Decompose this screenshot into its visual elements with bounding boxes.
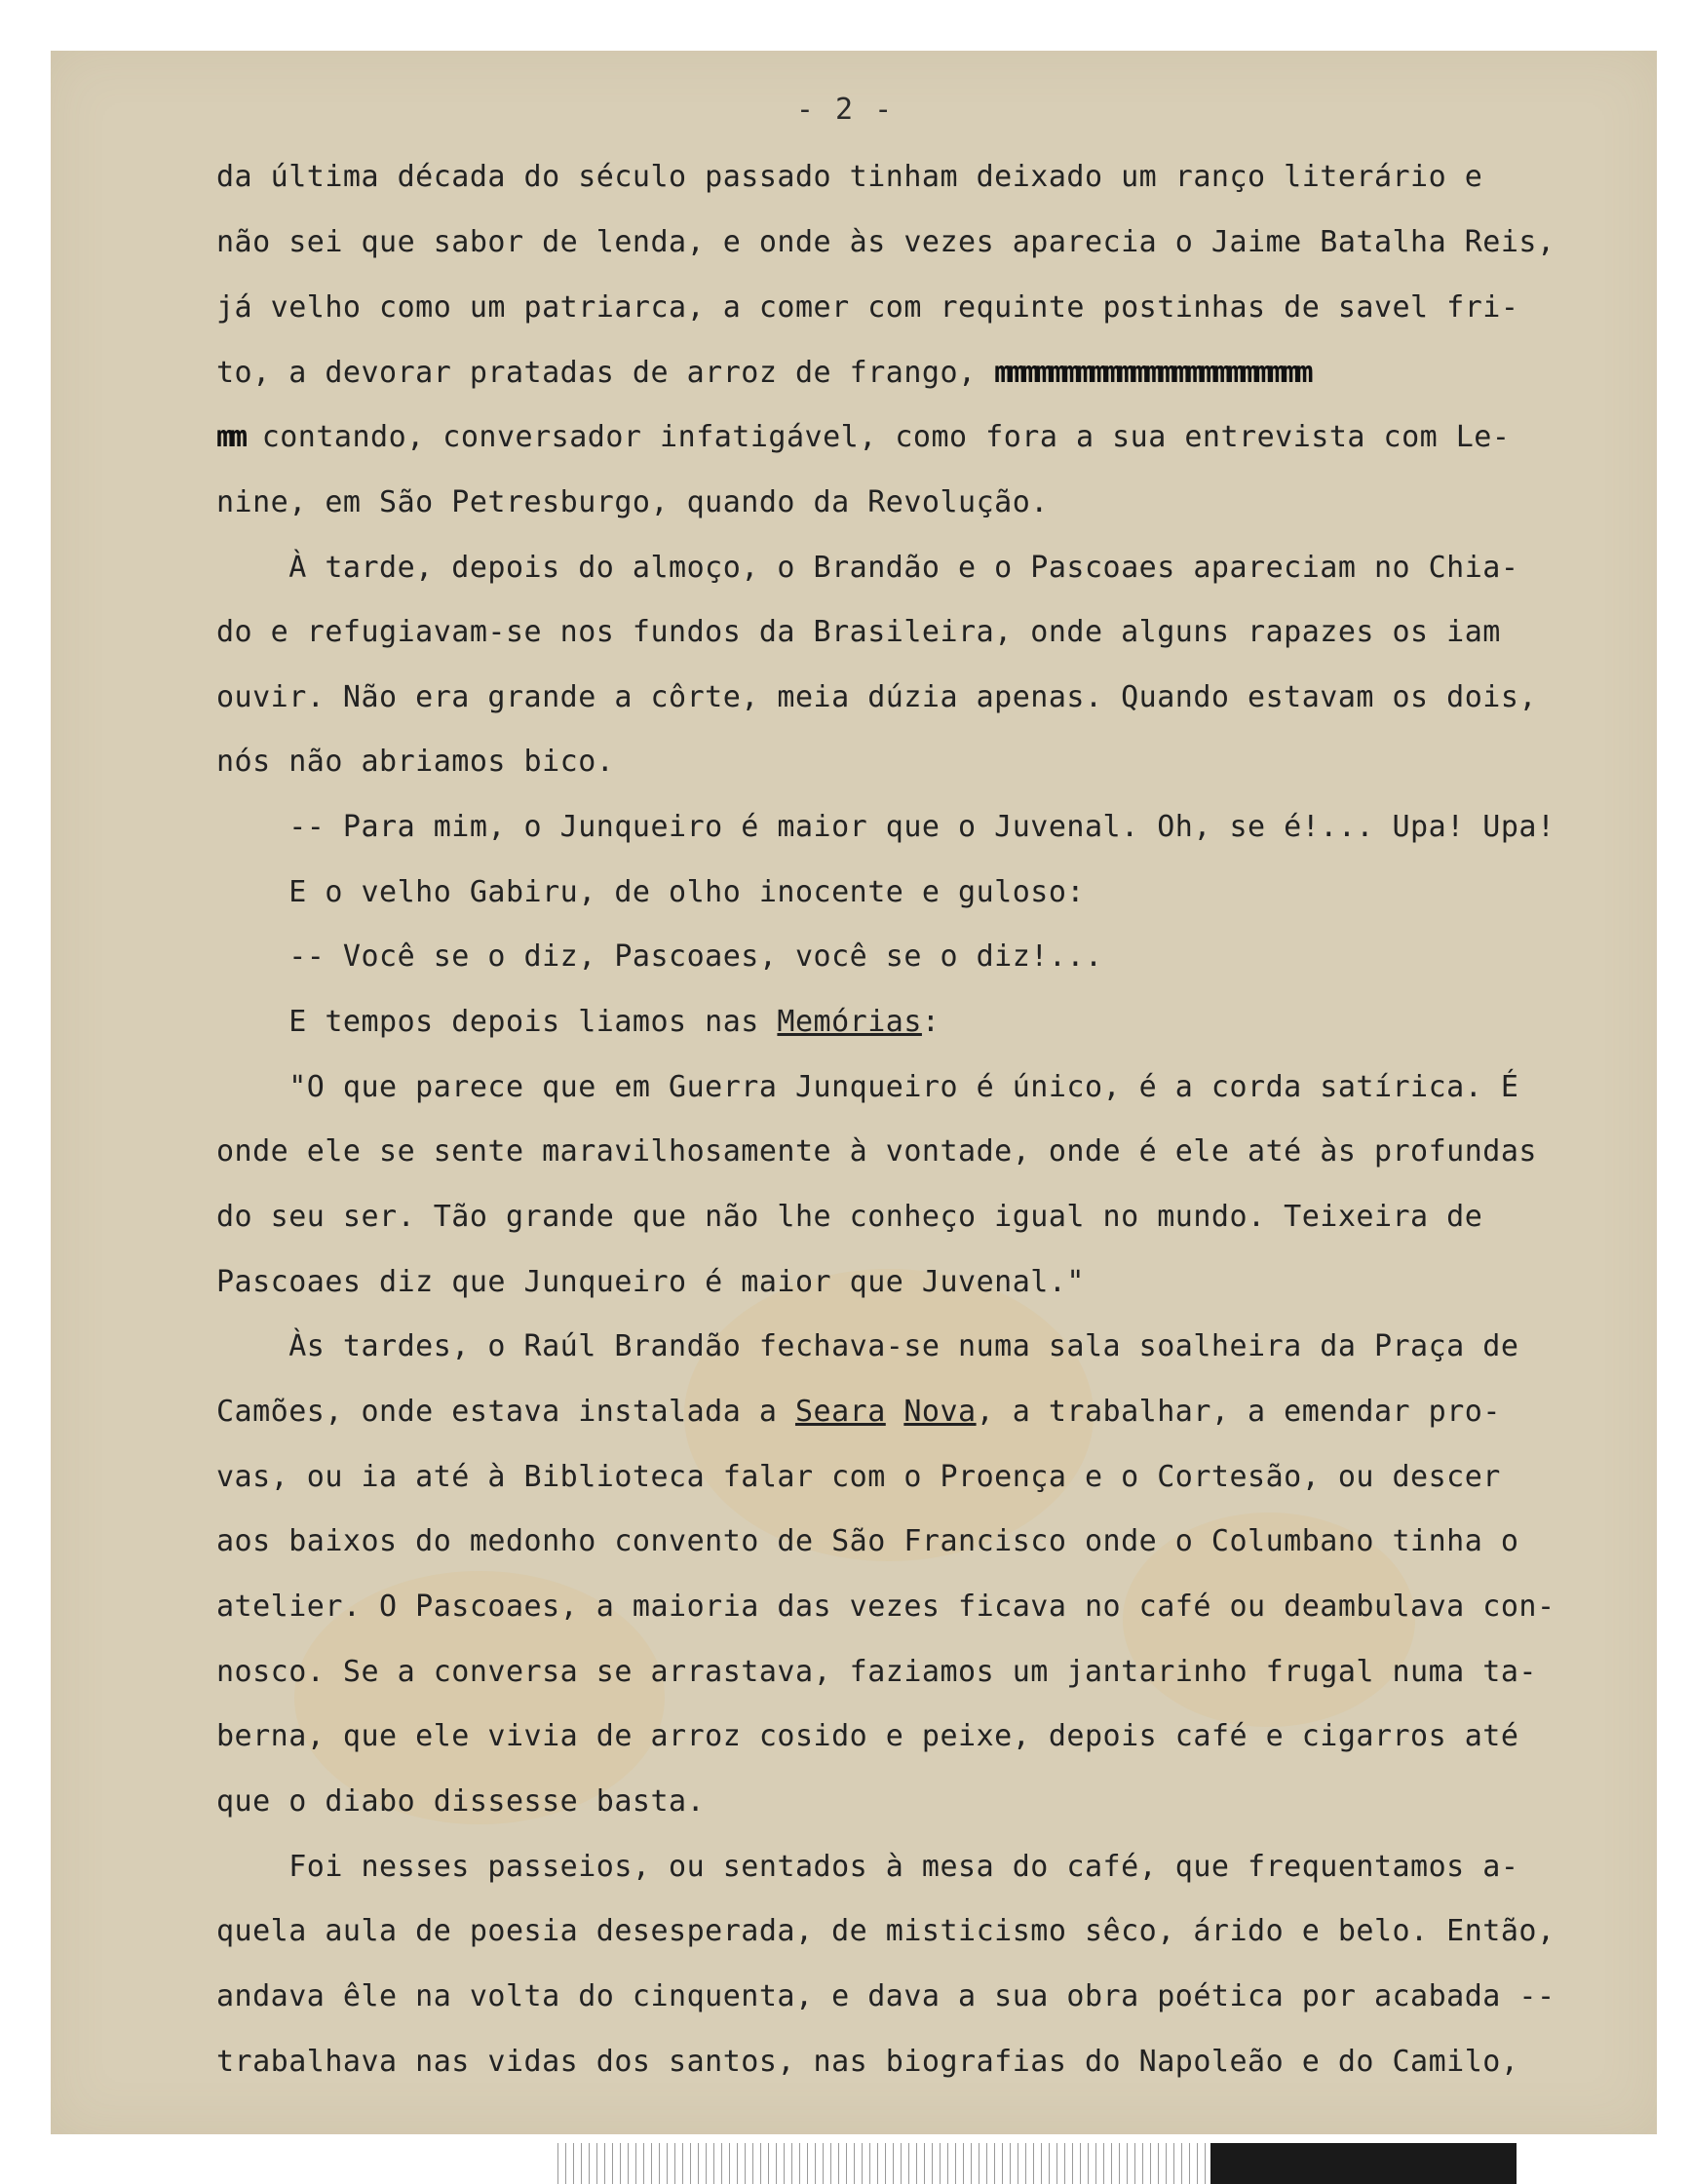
text-line: Foi nesses passeios, ou sentados à mesa do café, que frequentamos a- [216, 1850, 1519, 1884]
text-line: do e refugiavam-se nos fundos da Brasileira, onde alguns rapazes os iam [216, 615, 1501, 649]
text-line [216, 1393, 1501, 1432]
text-line: da última década do século passado tinham deixado um ranço literário e [216, 160, 1483, 194]
text-line: Às tardes, o Raúl Brandão fechava-se numa sala soalheira da Praça de [216, 1329, 1519, 1363]
ruler-scale [557, 2143, 1210, 2184]
text-line: nine, em São Petresburgo, quando da Revolução. [216, 485, 1049, 519]
text-line: nós não abriamos bico. [216, 745, 615, 779]
text-fragment: contando, conversador infatigável, como fora a sua entrevista com Le- [261, 420, 1511, 454]
text-line: não sei que sabor de lenda, e onde às vezes aparecia o Jaime Batalha Reis, [216, 225, 1556, 259]
text-line: já velho como um patriarca, a comer com requinte postinhas de savel fri- [216, 290, 1519, 325]
text-line: que o diabo dissesse basta. [216, 1784, 706, 1819]
text-fragment: : [921, 1005, 941, 1039]
publication-seara: Seara [794, 1395, 886, 1429]
text-fragment: E tempos depois liamos nas [216, 1005, 778, 1039]
text-fragment: to, a devorar pratadas de arroz de frango, [216, 356, 977, 390]
text-line: "O que parece que em Guerra Junqueiro é único, é a corda satírica. É [216, 1070, 1519, 1104]
text-line: vas, ou ia até à Biblioteca falar com o Proença e o Cortesão, ou descer [216, 1460, 1501, 1494]
text-fragment: Camões, onde estava instalada a [216, 1395, 795, 1429]
struck-out-text: mmmmmmmmmmmmmmmmmmmmmmm [994, 356, 1310, 390]
text-line: do seu ser. Tão grande que não lhe conheço igual no mundo. Teixeira de [216, 1200, 1483, 1234]
text-line: aos baixos do medonho convento de São Francisco onde o Columbano tinha o [216, 1524, 1519, 1558]
ruler-black-bar [1210, 2143, 1517, 2184]
text-line: nosco. Se a conversa se arrastava, faziamos um jantarinho frugal numa ta- [216, 1655, 1537, 1689]
text-line: berna, que ele vivia de arroz cosido e peixe, depois café e cigarros até [216, 1719, 1519, 1753]
text-line: -- Você se o diz, Pascoaes, você se o diz!... [216, 939, 1103, 974]
text-fragment: , a trabalhar, a emendar pro- [976, 1395, 1501, 1429]
text-line: -- Para mim, o Junqueiro é maior que o Juvenal. Oh, se é!... Upa! Upa! [216, 810, 1556, 844]
text-line: andava êle na volta do cinquenta, e dava a sua obra poética por acabada -- [216, 1979, 1556, 2013]
page-number: - 2 - [795, 93, 895, 127]
text-line [216, 418, 1510, 457]
text-line: quela aula de poesia desesperada, de misticismo sêco, árido e belo. Então, [216, 1914, 1556, 1948]
text-line: trabalhava nas vidas dos santos, nas biografias do Napoleão e do Camilo, [216, 2045, 1519, 2079]
text-line [216, 354, 1310, 393]
text-line: ouvir. Não era grande a côrte, meia dúzia apenas. Quando estavam os dois, [216, 680, 1537, 714]
text-line [216, 1003, 940, 1042]
text-line: Pascoaes diz que Junqueiro é maior que Juvenal." [216, 1265, 1085, 1299]
text-line: E o velho Gabiru, de olho inocente e guloso: [216, 875, 1085, 909]
struck-out-text: mm [216, 420, 245, 454]
text-line: À tarde, depois do almoço, o Brandão e o Pascoaes apareciam no Chia- [216, 551, 1519, 585]
publication-nova: Nova [903, 1395, 977, 1429]
book-title-memorias: Memórias [777, 1005, 922, 1039]
text-line: atelier. O Pascoaes, a maioria das vezes ficava no café ou deambulava con- [216, 1590, 1556, 1624]
text-line: onde ele se sente maravilhosamente à vontade, onde é ele até às profundas [216, 1134, 1537, 1169]
